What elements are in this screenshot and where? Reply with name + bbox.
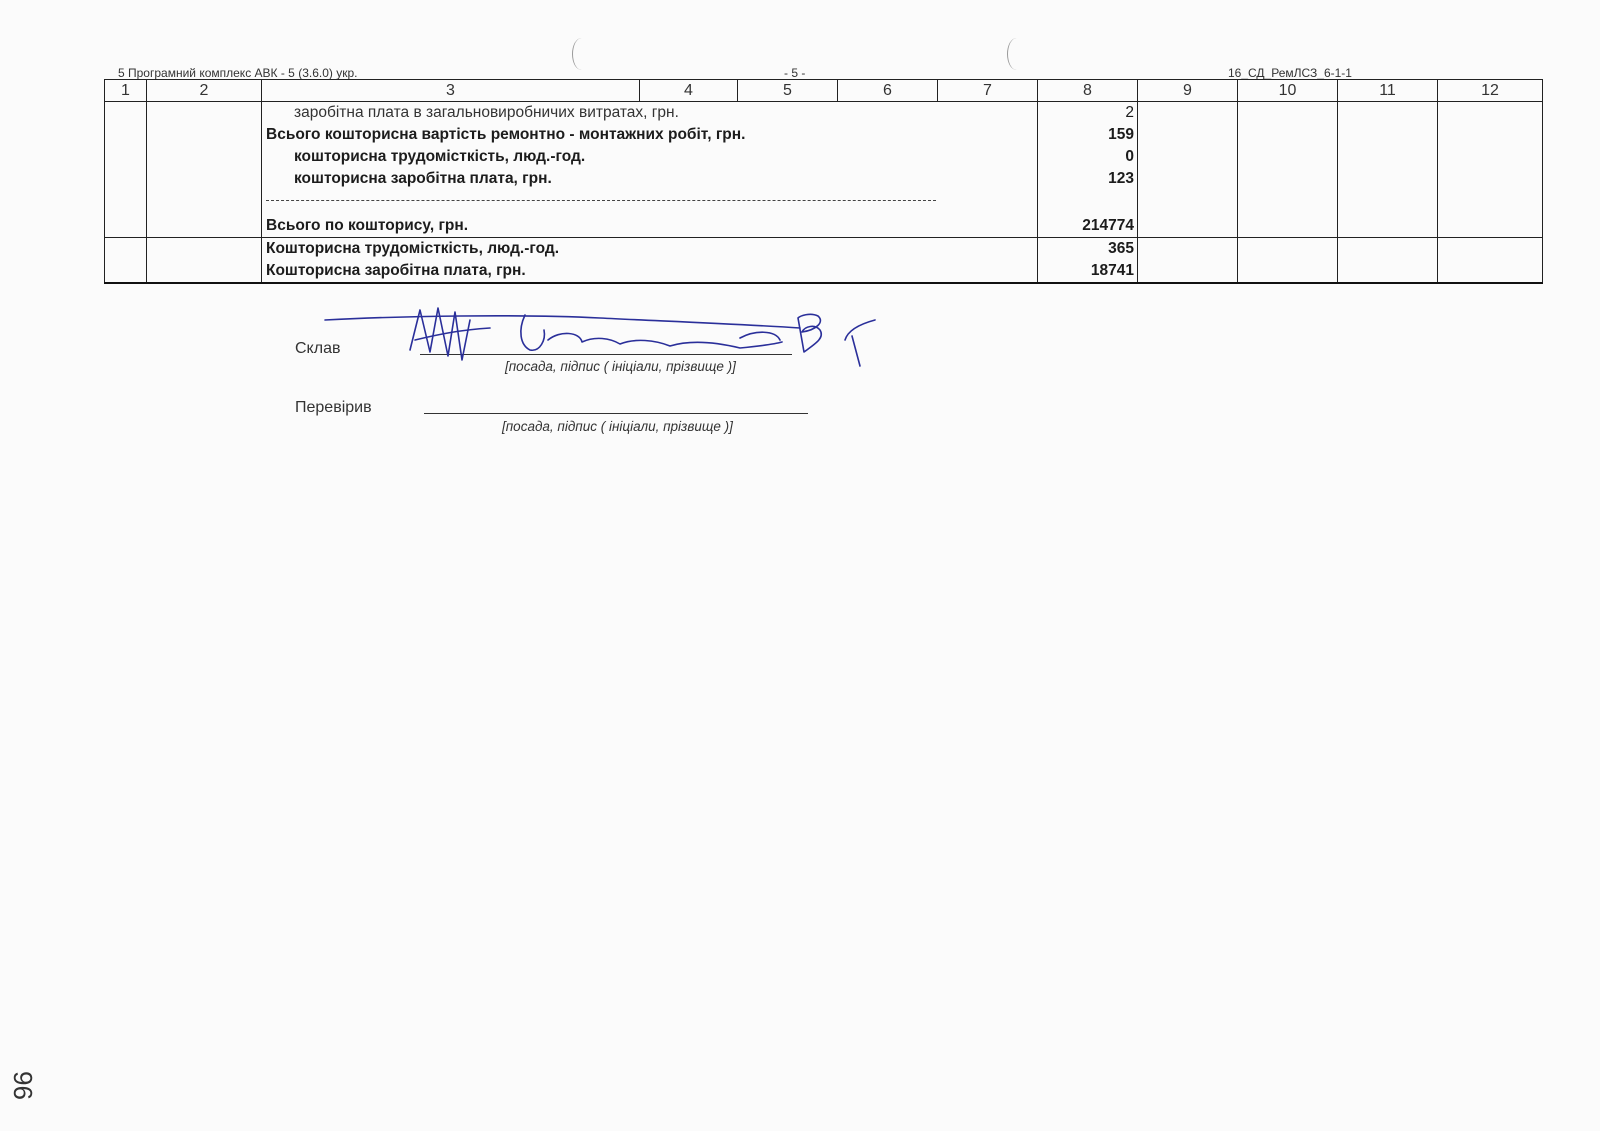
column-number: 9 [1138, 80, 1238, 102]
compiled-by-hint: [посада, підпис ( ініціали, прізвище )] [505, 359, 736, 374]
checked-by-label: Перевірив [295, 399, 372, 416]
punch-hole-mark [572, 38, 591, 70]
column-number: 12 [1438, 80, 1543, 102]
description-cell [262, 238, 1038, 284]
checked-by-signature-line [424, 413, 808, 414]
document-code: 16_СД_РемЛСЗ_6-1-1 [1228, 66, 1352, 80]
line-text: заробітна плата в загальновиробничих витратах, грн. [294, 104, 679, 121]
page-number-header: - 5 - [784, 66, 806, 80]
column-number: 6 [838, 80, 938, 102]
line-text: кошторисна заробітна плата, грн. [294, 170, 552, 187]
estimate-table [104, 79, 1543, 284]
compiled-by-label: Склав [295, 340, 341, 357]
line-value: 214774 [1082, 217, 1134, 234]
value-cell [1038, 102, 1138, 238]
column-number: 8 [1038, 80, 1138, 102]
column-number: 1 [105, 80, 147, 102]
line-text: Всього кошторисна вартість ремонтно - монтажних робіт, грн. [266, 126, 746, 143]
table-row [105, 238, 1543, 284]
line-value: 123 [1108, 170, 1134, 187]
column-number: 4 [640, 80, 738, 102]
column-number: 7 [938, 80, 1038, 102]
column-number: 2 [147, 80, 262, 102]
line-text: Кошторисна заробітна плата, грн. [266, 262, 526, 279]
line-text: Кошторисна трудомісткість, люд.-год. [266, 240, 560, 257]
table-row [105, 102, 1543, 238]
line-value: 0 [1125, 148, 1134, 165]
signature-stroke [521, 315, 545, 350]
line-value: 18741 [1090, 262, 1134, 279]
line-value: 159 [1108, 126, 1134, 143]
column-number-row [105, 80, 1543, 102]
column-number: 5 [738, 80, 838, 102]
line-text: Всього по кошторису, грн. [266, 217, 469, 234]
value-cell [1038, 238, 1138, 284]
column-number: 11 [1338, 80, 1438, 102]
column-number: 10 [1238, 80, 1338, 102]
signature-stroke [740, 332, 780, 340]
checked-by-hint: [посада, підпис ( ініціали, прізвище )] [502, 419, 733, 434]
line-value: 365 [1108, 240, 1134, 257]
line-text: кошторисна трудомісткість, люд.-год. [294, 148, 586, 165]
description-cell [262, 102, 1038, 238]
signature-stroke [845, 320, 875, 366]
program-header: 5 Програмний комплекс АВК - 5 (3.6.0) укр. [118, 66, 358, 80]
punch-hole-mark [1007, 38, 1026, 70]
line-value: 2 [1125, 104, 1134, 121]
handwritten-signature [320, 300, 920, 390]
handwritten-page-number: 96 [7, 1071, 38, 1100]
dashed-separator [266, 200, 936, 201]
column-number: 3 [262, 80, 640, 102]
signature-stroke [798, 314, 821, 352]
signature-stroke [325, 316, 800, 328]
